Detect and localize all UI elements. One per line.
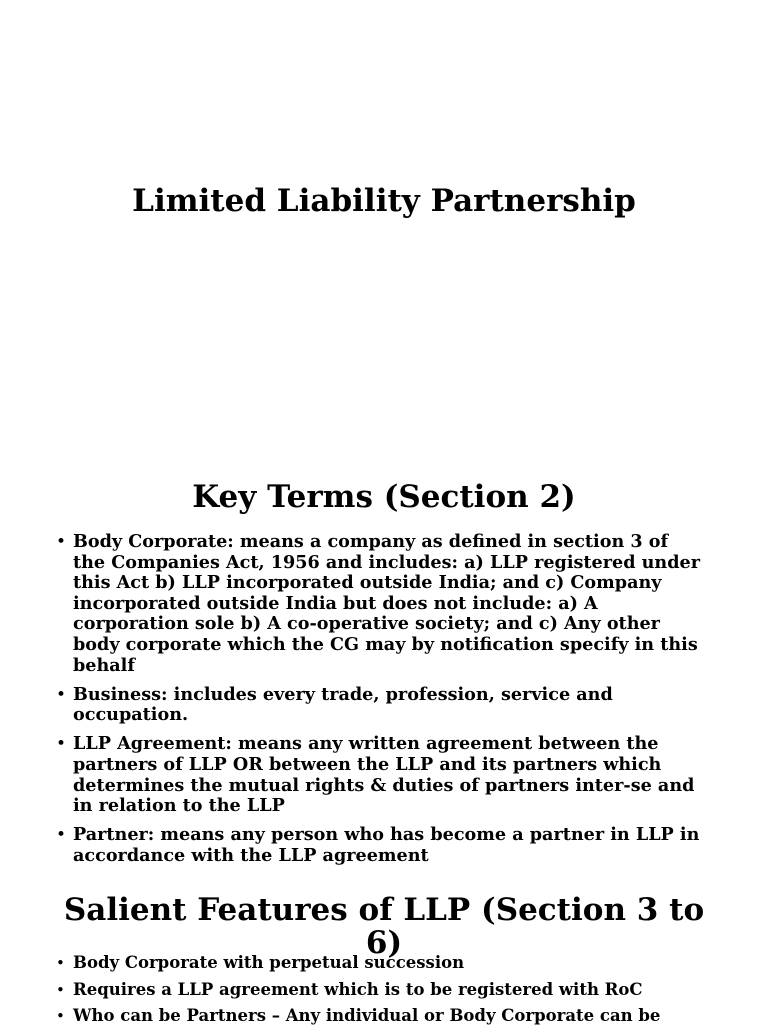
slide-1-title: Limited Liability Partnership bbox=[132, 183, 636, 219]
salient-features-list bbox=[56, 953, 736, 1033]
list-item-llp-agreement: • LLP Agreement: means any written agreement between the partners of LLP OR between the LLP and its partners which determines the mutual rights & duties of partners inter-se and in relation to the LLP bbox=[56, 734, 706, 816]
slide-2-title: Key Terms (Section 2) bbox=[192, 479, 576, 515]
list-item-business: • Business: includes every trade, profession, service and occupation. bbox=[56, 685, 706, 726]
slide-2-bottom-edge bbox=[0, 866, 768, 890]
key-terms-list bbox=[56, 532, 706, 875]
list-item-partner: • Partner: means any person who has become a partner in LLP in accordance with the LLP agreement bbox=[56, 825, 706, 866]
slide-3-title: Salient Features of LLP (Section 3 to 6) bbox=[63, 892, 705, 961]
list-item-perpetual-succession: • Body Corporate with perpetual succession bbox=[56, 953, 736, 973]
list-item-who-can-be-partners: • Who can be Partners – Any individual or Body Corporate can be bbox=[56, 1006, 736, 1026]
list-item-body-corporate: • Body Corporate: means a company as defined in section 3 of the Companies Act, 1956 and includes: a) LLP registered under this Act b) LLP incorporated outside India; and c) Company incorporated outside India but does not include: a) A corporation sole b) A co-operative society; and c) Any other body corporate which the CG may by notification specify in this behalf bbox=[56, 532, 706, 676]
list-item-llp-agreement-registration: • Requires a LLP agreement which is to be registered with RoC bbox=[56, 980, 736, 1000]
